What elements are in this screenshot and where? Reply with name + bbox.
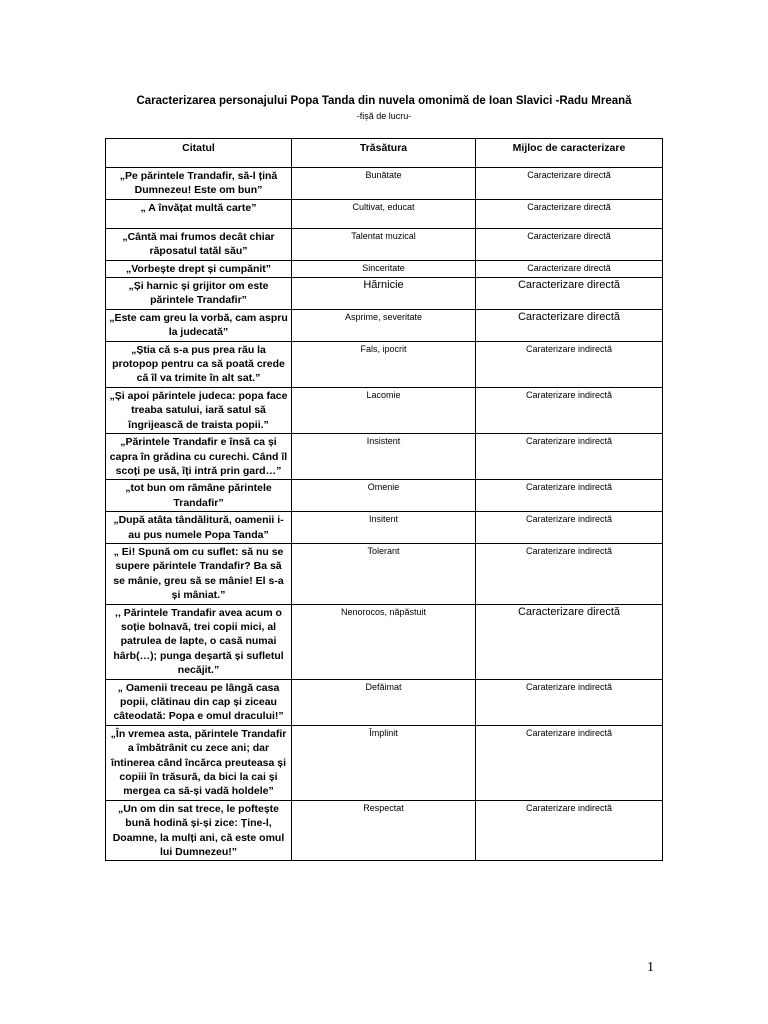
table-row: [106, 543, 663, 604]
means-cell: Caracterizare directă: [476, 604, 663, 679]
trait-cell: Nenorocos, năpăstuit: [292, 604, 476, 679]
quote-cell: „Vorbește drept și cumpănit”: [106, 260, 292, 277]
characterization-table: [105, 138, 663, 861]
table-row: [106, 725, 663, 800]
quote-cell: „Cântă mai frumos decât chiar răposatul tatăl său”: [106, 228, 292, 260]
table-row: [106, 480, 663, 512]
quote-cell: „Un om din sat trece, le poftește bună hodină și-și zice: Ține-l, Doamne, la mulți ani, că este omul lui Dumnezeu!”: [106, 800, 292, 861]
table-row: [106, 434, 663, 480]
quote-cell: „ Ei! Spună om cu suflet: să nu se supere părintele Trandafir? Ba să se mânie, greu să se mânie! El s-a și mâniat.”: [106, 543, 292, 604]
trait-cell: Împlinit: [292, 725, 476, 800]
trait-cell: Talentat muzical: [292, 228, 476, 260]
header-means: Mijloc de caracterizare: [476, 139, 663, 168]
quote-cell: „Pe părintele Trandafir, să-l țină Dumnezeu! Este om bun”: [106, 168, 292, 200]
table-row: [106, 800, 663, 861]
quote-cell: „Este cam greu la vorbă, cam aspru la judecată”: [106, 309, 292, 341]
means-cell: Caraterizare indirectă: [476, 725, 663, 800]
trait-cell: Lacomie: [292, 387, 476, 433]
trait-cell: Fals, ipocrit: [292, 341, 476, 387]
means-cell: Caracterizare directă: [476, 199, 663, 228]
trait-cell: Tolerant: [292, 543, 476, 604]
quote-cell: „După atâta tândălitură, oamenii i-au pus numele Popa Tanda”: [106, 512, 292, 544]
means-cell: Caraterizare indirectă: [476, 512, 663, 544]
table-row: [106, 309, 663, 341]
means-cell: Caracterizare directă: [476, 168, 663, 200]
document-subtitle: -fișă de lucru-: [356, 111, 412, 121]
quote-cell: ,, Părintele Trandafir avea acum o soție bolnavă, trei copii mici, al patrulea de lapte, o casă numai hârb(…); punga deșartă și sufletul necăjit.”: [106, 604, 292, 679]
trait-cell: Bunătate: [292, 168, 476, 200]
quote-cell: „În vremea asta, părintele Trandafir a îmbătrânit cu zece ani; dar întinerea când încărca preuteasa și copiii în trăsură, da bici la cai și mergea ca să-și vadă holdele”: [106, 725, 292, 800]
trait-cell: Insistent: [292, 434, 476, 480]
table-row: [106, 387, 663, 433]
table-row: [106, 228, 663, 260]
header-quote: Citatul: [106, 139, 292, 168]
means-cell: Caraterizare indirectă: [476, 543, 663, 604]
trait-cell: Omenie: [292, 480, 476, 512]
document-title: Caracterizarea personajului Popa Tanda din nuvela omonimă de Ioan Slavici -Radu Mreană: [136, 95, 632, 107]
means-cell: Caraterizare indirectă: [476, 679, 663, 725]
trait-cell: Sinceritate: [292, 260, 476, 277]
quote-cell: „Părintele Trandafir e însă ca și capra în grădina cu curechi. Când îl scoți pe usă, îți intră prin gard…”: [106, 434, 292, 480]
table-row: [106, 341, 663, 387]
trait-cell: Defăimat: [292, 679, 476, 725]
means-cell: Caracterizare directă: [476, 309, 663, 341]
trait-cell: Respectat: [292, 800, 476, 861]
table-body: [106, 168, 663, 861]
means-cell: Caracterizare directă: [476, 278, 663, 310]
table-row: [106, 278, 663, 310]
page-number: 1: [647, 960, 654, 975]
table-row: [106, 679, 663, 725]
quote-cell: „tot bun om rămâne părintele Trandafir”: [106, 480, 292, 512]
quote-cell: „Știa că s-a pus prea rău la protopop pentru ca să poată crede că îl va trimite în alt sat.”: [106, 341, 292, 387]
header-trait: Trăsătura: [292, 139, 476, 168]
quote-cell: „Și apoi părintele judeca: popa face treaba satului, iară satul să îngrijească de traista popii.”: [106, 387, 292, 433]
quote-cell: „ A învățat multă carte”: [106, 199, 292, 228]
table-header-row: [106, 139, 663, 168]
means-cell: Caraterizare indirectă: [476, 387, 663, 433]
table-row: [106, 604, 663, 679]
table-row: [106, 168, 663, 200]
trait-cell: Asprime, severitate: [292, 309, 476, 341]
means-cell: Caraterizare indirectă: [476, 480, 663, 512]
table-row: [106, 199, 663, 228]
means-cell: Caracterizare directă: [476, 228, 663, 260]
trait-cell: Cultivat, educat: [292, 199, 476, 228]
table-row: [106, 512, 663, 544]
means-cell: Caraterizare indirectă: [476, 800, 663, 861]
quote-cell: „ Oamenii treceau pe lângă casa popii, clătinau din cap și ziceau câteodată: Popa e omul dracului!”: [106, 679, 292, 725]
means-cell: Caracterizare directă: [476, 260, 663, 277]
means-cell: Caraterizare indirectă: [476, 434, 663, 480]
trait-cell: Hărnicie: [292, 278, 476, 310]
trait-cell: Insitent: [292, 512, 476, 544]
quote-cell: „Și harnic și grijitor om este părintele Trandafir”: [106, 278, 292, 310]
means-cell: Caraterizare indirectă: [476, 341, 663, 387]
table-row: [106, 260, 663, 277]
